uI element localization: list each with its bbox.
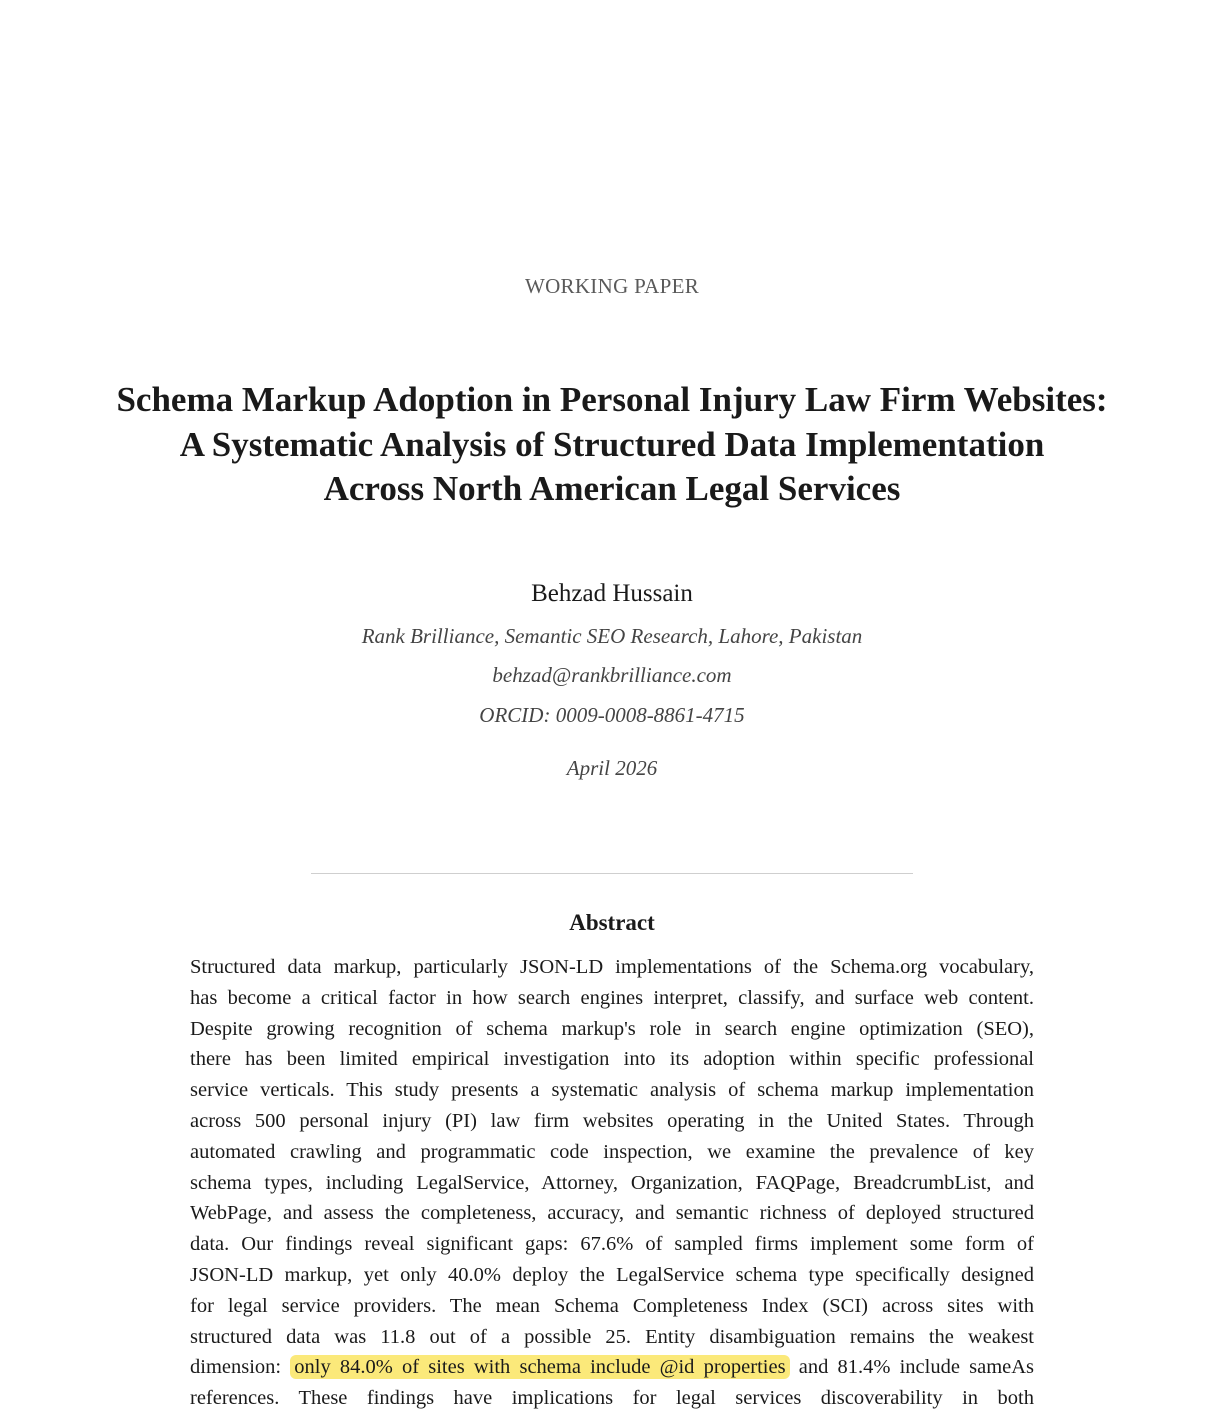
highlight-prefix: dimension: bbox=[190, 1356, 282, 1379]
author-email: behzad@rankbrilliance.com bbox=[492, 663, 732, 687]
abstract-body bbox=[190, 952, 1034, 1414]
abstract-line: across 500 personal injury (PI) law firm websites operating in the United States. Through bbox=[190, 1109, 1034, 1132]
publication-date: April 2026 bbox=[566, 756, 658, 780]
abstract-line: JSON-LD markup, yet only 40.0% deploy the LegalService schema type specifically designed bbox=[190, 1263, 1034, 1286]
author-name: Behzad Hussain bbox=[531, 580, 693, 607]
author-orcid: ORCID: 0009-0008-8861-4715 bbox=[479, 703, 745, 727]
section-divider bbox=[311, 873, 913, 874]
abstract-line: automated crawling and programmatic code inspection, we examine the prevalence of key bbox=[190, 1140, 1034, 1163]
abstract-line: data. Our findings reveal significant gaps: 67.6% of sampled firms implement some form of bbox=[190, 1233, 1034, 1256]
paper-type-label: WORKING PAPER bbox=[524, 274, 700, 298]
title-line: Schema Markup Adoption in Personal Injury Law Firm Websites: bbox=[116, 380, 1108, 419]
title-line: A Systematic Analysis of Structured Data Implementation bbox=[179, 424, 1045, 464]
abstract-line: Despite growing recognition of schema markup's role in search engine optimization (SEO), bbox=[190, 1017, 1034, 1040]
abstract-line: structured data was 11.8 out of a possible 25. Entity disambiguation remains the weakest bbox=[190, 1325, 1034, 1348]
title-line: Across North American Legal Services bbox=[323, 469, 901, 508]
abstract-line: schema types, including LegalService, Attorney, Organization, FAQPage, BreadcrumbList, and bbox=[190, 1171, 1034, 1194]
abstract-line: service verticals. This study presents a systematic analysis of schema markup implementation bbox=[190, 1079, 1034, 1102]
paper-title bbox=[60, 378, 1164, 512]
abstract-line: for legal service providers. The mean Schema Completeness Index (SCI) across sites with bbox=[190, 1294, 1034, 1317]
abstract-line-highlighted bbox=[190, 1352, 1034, 1383]
abstract-heading: Abstract bbox=[569, 910, 655, 935]
highlight-suffix: and 81.4% include sameAs bbox=[798, 1356, 1035, 1379]
abstract-line: references. These findings have implications for legal services discoverability in both bbox=[190, 1387, 1034, 1410]
abstract-line: there has been limited empirical investigation into its adoption within specific professional bbox=[190, 1048, 1034, 1071]
abstract-line: WebPage, and assess the completeness, accuracy, and semantic richness of deployed structured bbox=[190, 1202, 1034, 1225]
abstract-line: has become a critical factor in how search engines interpret, classify, and surface web content. bbox=[190, 986, 1034, 1009]
highlighted-text: only 84.0% of sites with schema include @id properties bbox=[290, 1355, 789, 1379]
abstract-line: Structured data markup, particularly JSON-LD implementations of the Schema.org vocabulary, bbox=[190, 956, 1034, 978]
author-affiliation: Rank Brilliance, Semantic SEO Research, Lahore, Pakistan bbox=[361, 624, 863, 648]
